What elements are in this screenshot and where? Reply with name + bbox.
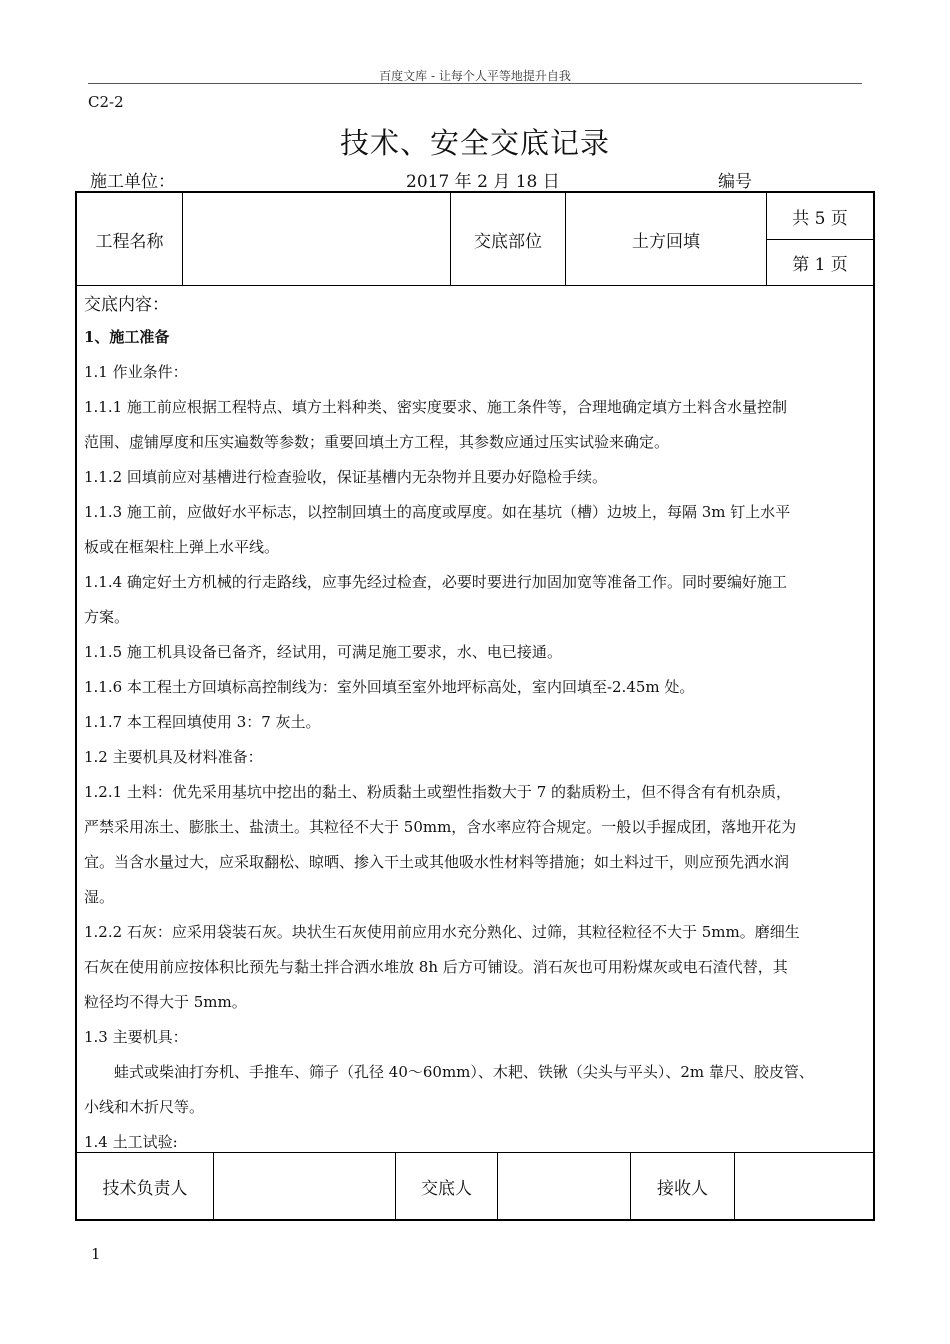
content-line: 粒径均不得大于 5mm。 [84,993,247,1011]
content-line: 1.1.4 确定好土方机械的行走路线，应事先经过检查，必要时要进行加固加宽等准备工作。同时要编好施工 [84,573,787,591]
content-line: 1.1.3 施工前，应做好水平标志，以控制回填土的高度或厚度。如在基坑（槽）边坡上，每隔 3m 钉上水平 [84,503,791,521]
content-line: 石灰在使用前应按体积比预先与黏土拌合洒水堆放 8h 后方可铺设。消石灰也可用粉煤灰或电石渣代替，其 [84,958,788,976]
header-divider [88,83,862,84]
tech-lead-label: 技术负责人 [102,1179,188,1199]
signature-table [77,1152,873,1220]
content-line: 方案。 [84,608,130,626]
content-line: 1.2.2 石灰：应采用袋装石灰。块状生石灰使用前应用水充分熟化、过筛，其粒径粒径不大于 5mm。磨细生 [84,923,800,941]
date-text: 2017 年 2 月 18 日 [406,172,560,192]
content-line: 范围、虚铺厚度和压实遍数等参数；重要回填土方工程，其参数应通过压实试验来确定。 [84,433,670,451]
current-page: 第 1 页 [792,255,848,275]
content-line: 1.1.6 本工程土方回填标高控制线为：室外回填至室外地坪标高处，室内回填至-2.45m 处。 [84,678,695,696]
top-table [77,193,873,286]
part-label: 交底部位 [474,231,542,252]
content-line: 交底内容： [84,295,169,315]
receiver-value [735,1153,873,1220]
number-label: 编号 [718,172,752,192]
content-line: 宜。当含水量过大，应采取翻松、晾晒、掺入干土或其他吸水性材料等措施；如土料过干，则应预先洒水润 [84,853,790,871]
content-line: 1、施工准备 [84,328,170,346]
meta-row [88,167,862,192]
disclosure-content [77,286,873,1151]
page-number: 1 [91,1245,101,1263]
content-line: 蛙式或柴油打夯机、手推车、筛子（孔径 40～60mm）、木耙、铁锹（尖头与平头）、2m 靠尺、胶皮管、 [84,1063,814,1081]
page-title: 技术、安全交底记录 [339,126,610,160]
content-line: 1.1.2 回填前应对基槽进行检查验收，保证基槽内无杂物并且要办好隐检手续。 [84,468,607,486]
content-line: 1.1 作业条件： [84,363,188,381]
project-name-value [183,193,450,285]
content-line: 1.2 主要机具及材料准备： [84,748,263,766]
content-line: 严禁采用冻土、膨胀土、盐渍土。其粒径不大于 50mm，含水率应符合规定。一般以手握成团，落地开花为 [84,818,797,836]
unit-label: 施工单位： [90,172,175,192]
page-header-text: 百度文库 - 让每个人平等地提升自我 [379,69,571,83]
content-line: 湿。 [84,888,115,906]
content-line: 1.2.1 土料：优先采用基坑中挖出的黏土、粉质黏土或塑性指数大于 7 的黏质粉土，但不得含有有机杂质， [84,783,792,801]
content-line: 1.3 主要机具： [84,1028,188,1046]
project-name-label: 工程名称 [95,231,164,252]
doc-code: C2-2 [88,93,124,111]
part-value: 土方回填 [632,231,700,252]
discloser-label: 交底人 [421,1179,472,1199]
content-line: 1.1.1 施工前应根据工程特点、填方土料种类、密实度要求、施工条件等，合理地确定填方土料含水量控制 [84,398,787,416]
content-line: 1.4 土工试验: [84,1133,178,1151]
content-line: 1.1.5 施工机具设备已备齐，经试用，可满足施工要求，水、电已接通。 [84,643,562,661]
receiver-label: 接收人 [657,1179,708,1199]
tech-lead-value [214,1153,395,1220]
content-line: 小线和木折尺等。 [84,1098,205,1116]
total-pages: 共 5 页 [792,208,848,229]
content-line: 板或在框架柱上弹上水平线。 [84,538,280,556]
discloser-value [498,1153,630,1220]
record-sheet [75,191,875,1221]
content-line: 1.1.7 本工程回填使用 3：7 灰土。 [84,713,321,731]
